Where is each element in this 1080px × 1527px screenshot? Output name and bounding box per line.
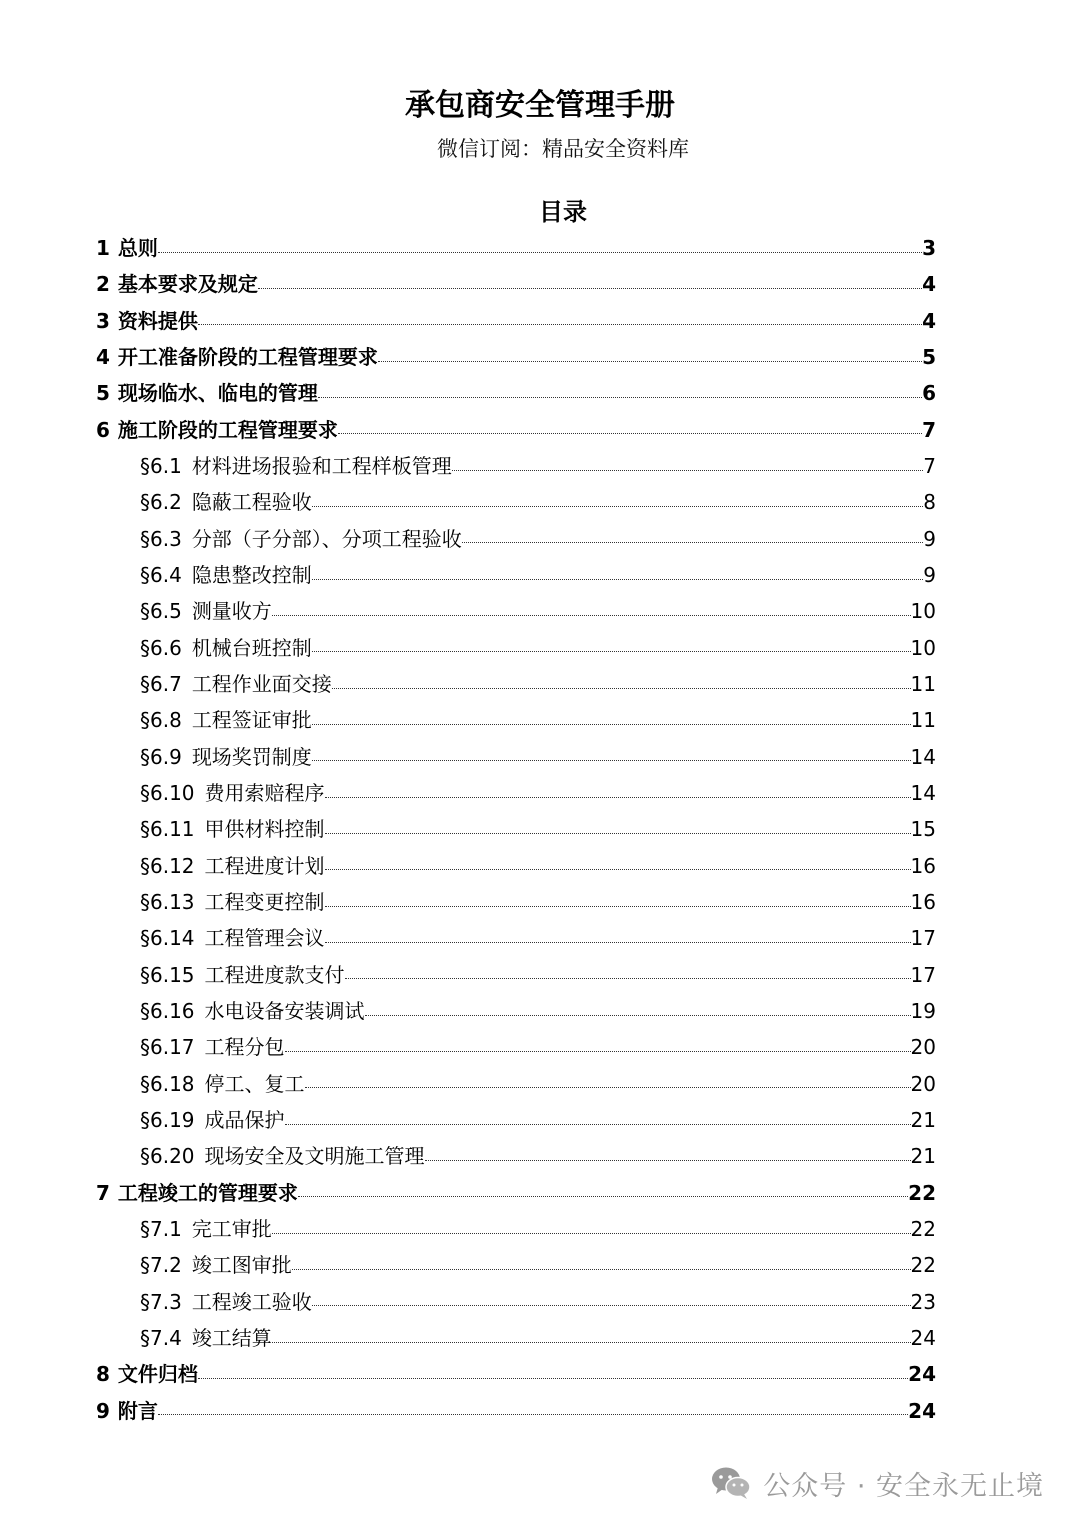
toc-dot-leader (325, 942, 911, 943)
toc-entry[interactable] (96, 1247, 936, 1283)
toc-entry-number: §6.13 (140, 890, 195, 915)
toc-entry-number: 9 (96, 1398, 110, 1423)
toc-entry-page: 17 (910, 926, 936, 951)
toc-entry-label: 总则 (117, 236, 158, 261)
toc-entry[interactable] (96, 484, 936, 520)
toc-entry-number: §6.8 (140, 708, 182, 733)
toc-entry-label: 工程分包 (204, 1035, 285, 1060)
toc-dot-leader (258, 288, 922, 289)
toc-entry-page: 22 (910, 1253, 936, 1278)
toc-entry-page: 20 (910, 1035, 936, 1060)
toc-entry-page: 14 (910, 744, 936, 769)
toc-entry[interactable] (96, 1102, 936, 1138)
table-of-contents (96, 230, 936, 1429)
toc-entry-label: 完工审批 (191, 1217, 272, 1242)
toc-entry-label: 工程竣工验收 (191, 1289, 312, 1314)
toc-entry-page: 21 (910, 1108, 936, 1133)
toc-dot-leader (158, 1414, 908, 1415)
wechat-icon (711, 1466, 751, 1500)
toc-entry-page: 9 (923, 526, 936, 551)
watermark-text: 公众号 · 安全永无止境 (763, 1470, 1044, 1502)
document-subtitle: 微信订阅：精品安全资料库 (437, 137, 689, 161)
toc-entry-number: §6.6 (140, 635, 182, 660)
toc-dot-leader (325, 797, 911, 798)
toc-entry[interactable] (96, 1211, 936, 1247)
toc-dot-leader (272, 1233, 911, 1234)
toc-entry-page: 9 (923, 563, 936, 588)
toc-entry-label: 停工、复工 (204, 1071, 305, 1096)
toc-entry[interactable] (96, 1284, 936, 1320)
toc-entry-page: 7 (922, 417, 936, 442)
toc-entry-label: 分部（子分部）、分项工程验收 (191, 526, 462, 551)
toc-entry-number: §6.17 (140, 1035, 195, 1060)
toc-dot-leader (198, 324, 922, 325)
toc-dot-leader (312, 579, 923, 580)
toc-entry-page: 21 (910, 1144, 936, 1169)
toc-entry-number: §6.16 (140, 999, 195, 1024)
toc-entry-number: 8 (96, 1362, 110, 1387)
toc-dot-leader (292, 1269, 911, 1270)
toc-entry-page: 22 (910, 1217, 936, 1242)
toc-entry-page: 15 (910, 817, 936, 842)
toc-dot-leader (285, 1051, 911, 1052)
toc-entry[interactable] (96, 1029, 936, 1065)
toc-dot-leader (365, 1015, 911, 1016)
toc-entry-page: 22 (908, 1180, 936, 1205)
toc-entry-page: 24 (908, 1362, 936, 1387)
toc-dot-leader (272, 615, 911, 616)
toc-entry[interactable] (96, 412, 936, 448)
toc-entry-number: §7.4 (140, 1326, 182, 1350)
toc-entry[interactable] (96, 811, 936, 847)
toc-entry-number: §6.11 (140, 817, 195, 842)
toc-entry[interactable] (96, 448, 936, 484)
toc-entry[interactable] (96, 884, 936, 920)
toc-dot-leader (285, 1124, 911, 1125)
toc-entry[interactable] (96, 521, 936, 557)
toc-dot-leader (462, 542, 923, 543)
toc-entry-page: 4 (922, 272, 936, 297)
toc-entry-number: 5 (96, 381, 110, 406)
toc-entry-label: 工程签证审批 (191, 708, 312, 733)
toc-entry-page: 7 (923, 454, 936, 479)
toc-entry-number: 2 (96, 272, 110, 297)
toc-entry[interactable] (96, 993, 936, 1029)
toc-entry[interactable] (96, 957, 936, 993)
toc-dot-leader (312, 506, 923, 507)
toc-entry-number: §6.9 (140, 744, 182, 769)
toc-entry-page: 24 (910, 1326, 936, 1350)
toc-entry-number: §6.10 (140, 781, 195, 806)
toc-entry-number: 1 (96, 236, 110, 261)
toc-entry-label: 资料提供 (117, 308, 198, 333)
toc-entry-label: 文件归档 (117, 1362, 198, 1387)
toc-entry-number: 6 (96, 417, 110, 442)
toc-entry[interactable] (96, 593, 936, 629)
toc-dot-leader (312, 651, 911, 652)
toc-entry-label: 成品保护 (204, 1108, 285, 1133)
toc-entry-number: §6.3 (140, 526, 182, 551)
toc-dot-leader (158, 252, 922, 253)
toc-entry-label: 工程竣工的管理要求 (117, 1180, 298, 1205)
toc-entry-number: §7.1 (140, 1217, 182, 1242)
toc-entry-label: 施工阶段的工程管理要求 (117, 417, 338, 442)
toc-dot-leader (345, 978, 911, 979)
toc-dot-leader (272, 1342, 911, 1343)
toc-entry-page: 20 (910, 1071, 936, 1096)
toc-entry-number: §6.2 (140, 490, 182, 515)
toc-entry-number: §7.2 (140, 1253, 182, 1278)
toc-entry-label: 现场安全及文明施工管理 (204, 1144, 425, 1169)
toc-dot-leader (312, 760, 911, 761)
toc-entry[interactable] (96, 1175, 936, 1211)
toc-entry-label: 隐患整改控制 (191, 563, 312, 588)
toc-entry-page: 4 (922, 308, 936, 333)
toc-entry-number: 7 (96, 1180, 110, 1205)
toc-dot-leader (325, 906, 911, 907)
toc-entry-label: 机械台班控制 (191, 635, 312, 660)
toc-entry-page: 5 (922, 345, 936, 370)
toc-entry-number: §6.7 (140, 672, 182, 697)
toc-entry-number: §6.5 (140, 599, 182, 624)
toc-entry[interactable] (96, 230, 936, 266)
toc-entry-label: 竣工图审批 (191, 1253, 292, 1278)
toc-entry-page: 11 (910, 672, 936, 697)
toc-entry-label: 水电设备安装调试 (204, 999, 365, 1024)
toc-entry-label: 附言 (117, 1398, 158, 1423)
toc-entry-label: 甲供材料控制 (204, 817, 325, 842)
toc-entry[interactable] (96, 557, 936, 593)
toc-dot-leader (325, 833, 911, 834)
toc-entry-label: 开工准备阶段的工程管理要求 (117, 345, 378, 370)
toc-dot-leader (305, 1087, 911, 1088)
toc-dot-leader (325, 869, 911, 870)
toc-dot-leader (298, 1196, 908, 1197)
toc-entry-page: 23 (910, 1289, 936, 1314)
toc-entry-page: 10 (910, 635, 936, 660)
toc-entry-label: 工程变更控制 (204, 890, 325, 915)
toc-entry-label: 现场奖罚制度 (191, 744, 312, 769)
toc-entry[interactable] (96, 1356, 936, 1392)
toc-entry[interactable] (96, 739, 936, 775)
toc-entry-label: 基本要求及规定 (117, 272, 258, 297)
toc-entry-page: 10 (910, 599, 936, 624)
toc-entry-number: §6.19 (140, 1108, 195, 1133)
toc-entry-label: 材料进场报验和工程样板管理 (191, 454, 452, 479)
toc-entry-number: §6.4 (140, 563, 182, 588)
toc-entry-label: 工程进度计划 (204, 853, 325, 878)
toc-dot-leader (425, 1160, 911, 1161)
toc-dot-leader (312, 724, 911, 725)
toc-dot-leader (378, 361, 922, 362)
document-title: 承包商安全管理手册 (405, 88, 675, 123)
toc-entry[interactable] (96, 666, 936, 702)
toc-dot-leader (198, 1378, 908, 1379)
toc-entry-page: 8 (923, 490, 936, 515)
toc-entry[interactable] (96, 848, 936, 884)
toc-entry-page: 14 (910, 781, 936, 806)
toc-entry-label: 工程作业面交接 (191, 672, 332, 697)
toc-dot-leader (318, 397, 922, 398)
toc-entry-number: §6.14 (140, 926, 195, 951)
toc-entry-number: §6.1 (140, 454, 182, 479)
toc-entry[interactable] (96, 1066, 936, 1102)
toc-entry[interactable] (96, 775, 936, 811)
toc-entry-page: 16 (910, 890, 936, 915)
toc-dot-leader (312, 1305, 911, 1306)
toc-entry-label: 现场临水、临电的管理 (117, 381, 318, 406)
toc-heading: 目录 (539, 198, 587, 226)
toc-entry[interactable] (96, 630, 936, 666)
toc-entry[interactable] (96, 266, 936, 302)
toc-entry-label: 隐蔽工程验收 (191, 490, 312, 515)
toc-entry-number: §7.3 (140, 1289, 182, 1314)
toc-entry[interactable] (96, 1320, 936, 1356)
toc-entry-page: 24 (908, 1398, 936, 1423)
toc-entry-label: 竣工结算 (191, 1326, 272, 1350)
toc-entry[interactable] (96, 303, 936, 339)
toc-entry-page: 6 (922, 381, 936, 406)
toc-entry[interactable] (96, 1393, 936, 1429)
toc-entry-label: 工程进度款支付 (204, 962, 345, 987)
toc-entry-label: 费用索赔程序 (204, 781, 325, 806)
toc-entry-number: §6.18 (140, 1071, 195, 1096)
toc-entry-number: 3 (96, 308, 110, 333)
toc-entry-number: §6.20 (140, 1144, 195, 1169)
toc-entry[interactable] (96, 375, 936, 411)
toc-entry-page: 19 (910, 999, 936, 1024)
toc-dot-leader (332, 688, 911, 689)
toc-entry-label: 工程管理会议 (204, 926, 325, 951)
toc-entry-label: 测量收方 (191, 599, 272, 624)
toc-entry[interactable] (96, 1138, 936, 1174)
toc-entry-page: 11 (910, 708, 936, 733)
toc-entry-number: §6.12 (140, 853, 195, 878)
toc-dot-leader (452, 470, 923, 471)
toc-entry[interactable] (96, 920, 936, 956)
toc-dot-leader (338, 433, 922, 434)
toc-entry[interactable] (96, 339, 936, 375)
watermark (711, 1463, 1044, 1503)
toc-entry-page: 17 (910, 962, 936, 987)
toc-entry-number: §6.15 (140, 962, 195, 987)
toc-entry-page: 16 (910, 853, 936, 878)
toc-entry-number: 4 (96, 345, 110, 370)
toc-entry[interactable] (96, 702, 936, 738)
toc-entry-page: 3 (922, 236, 936, 261)
